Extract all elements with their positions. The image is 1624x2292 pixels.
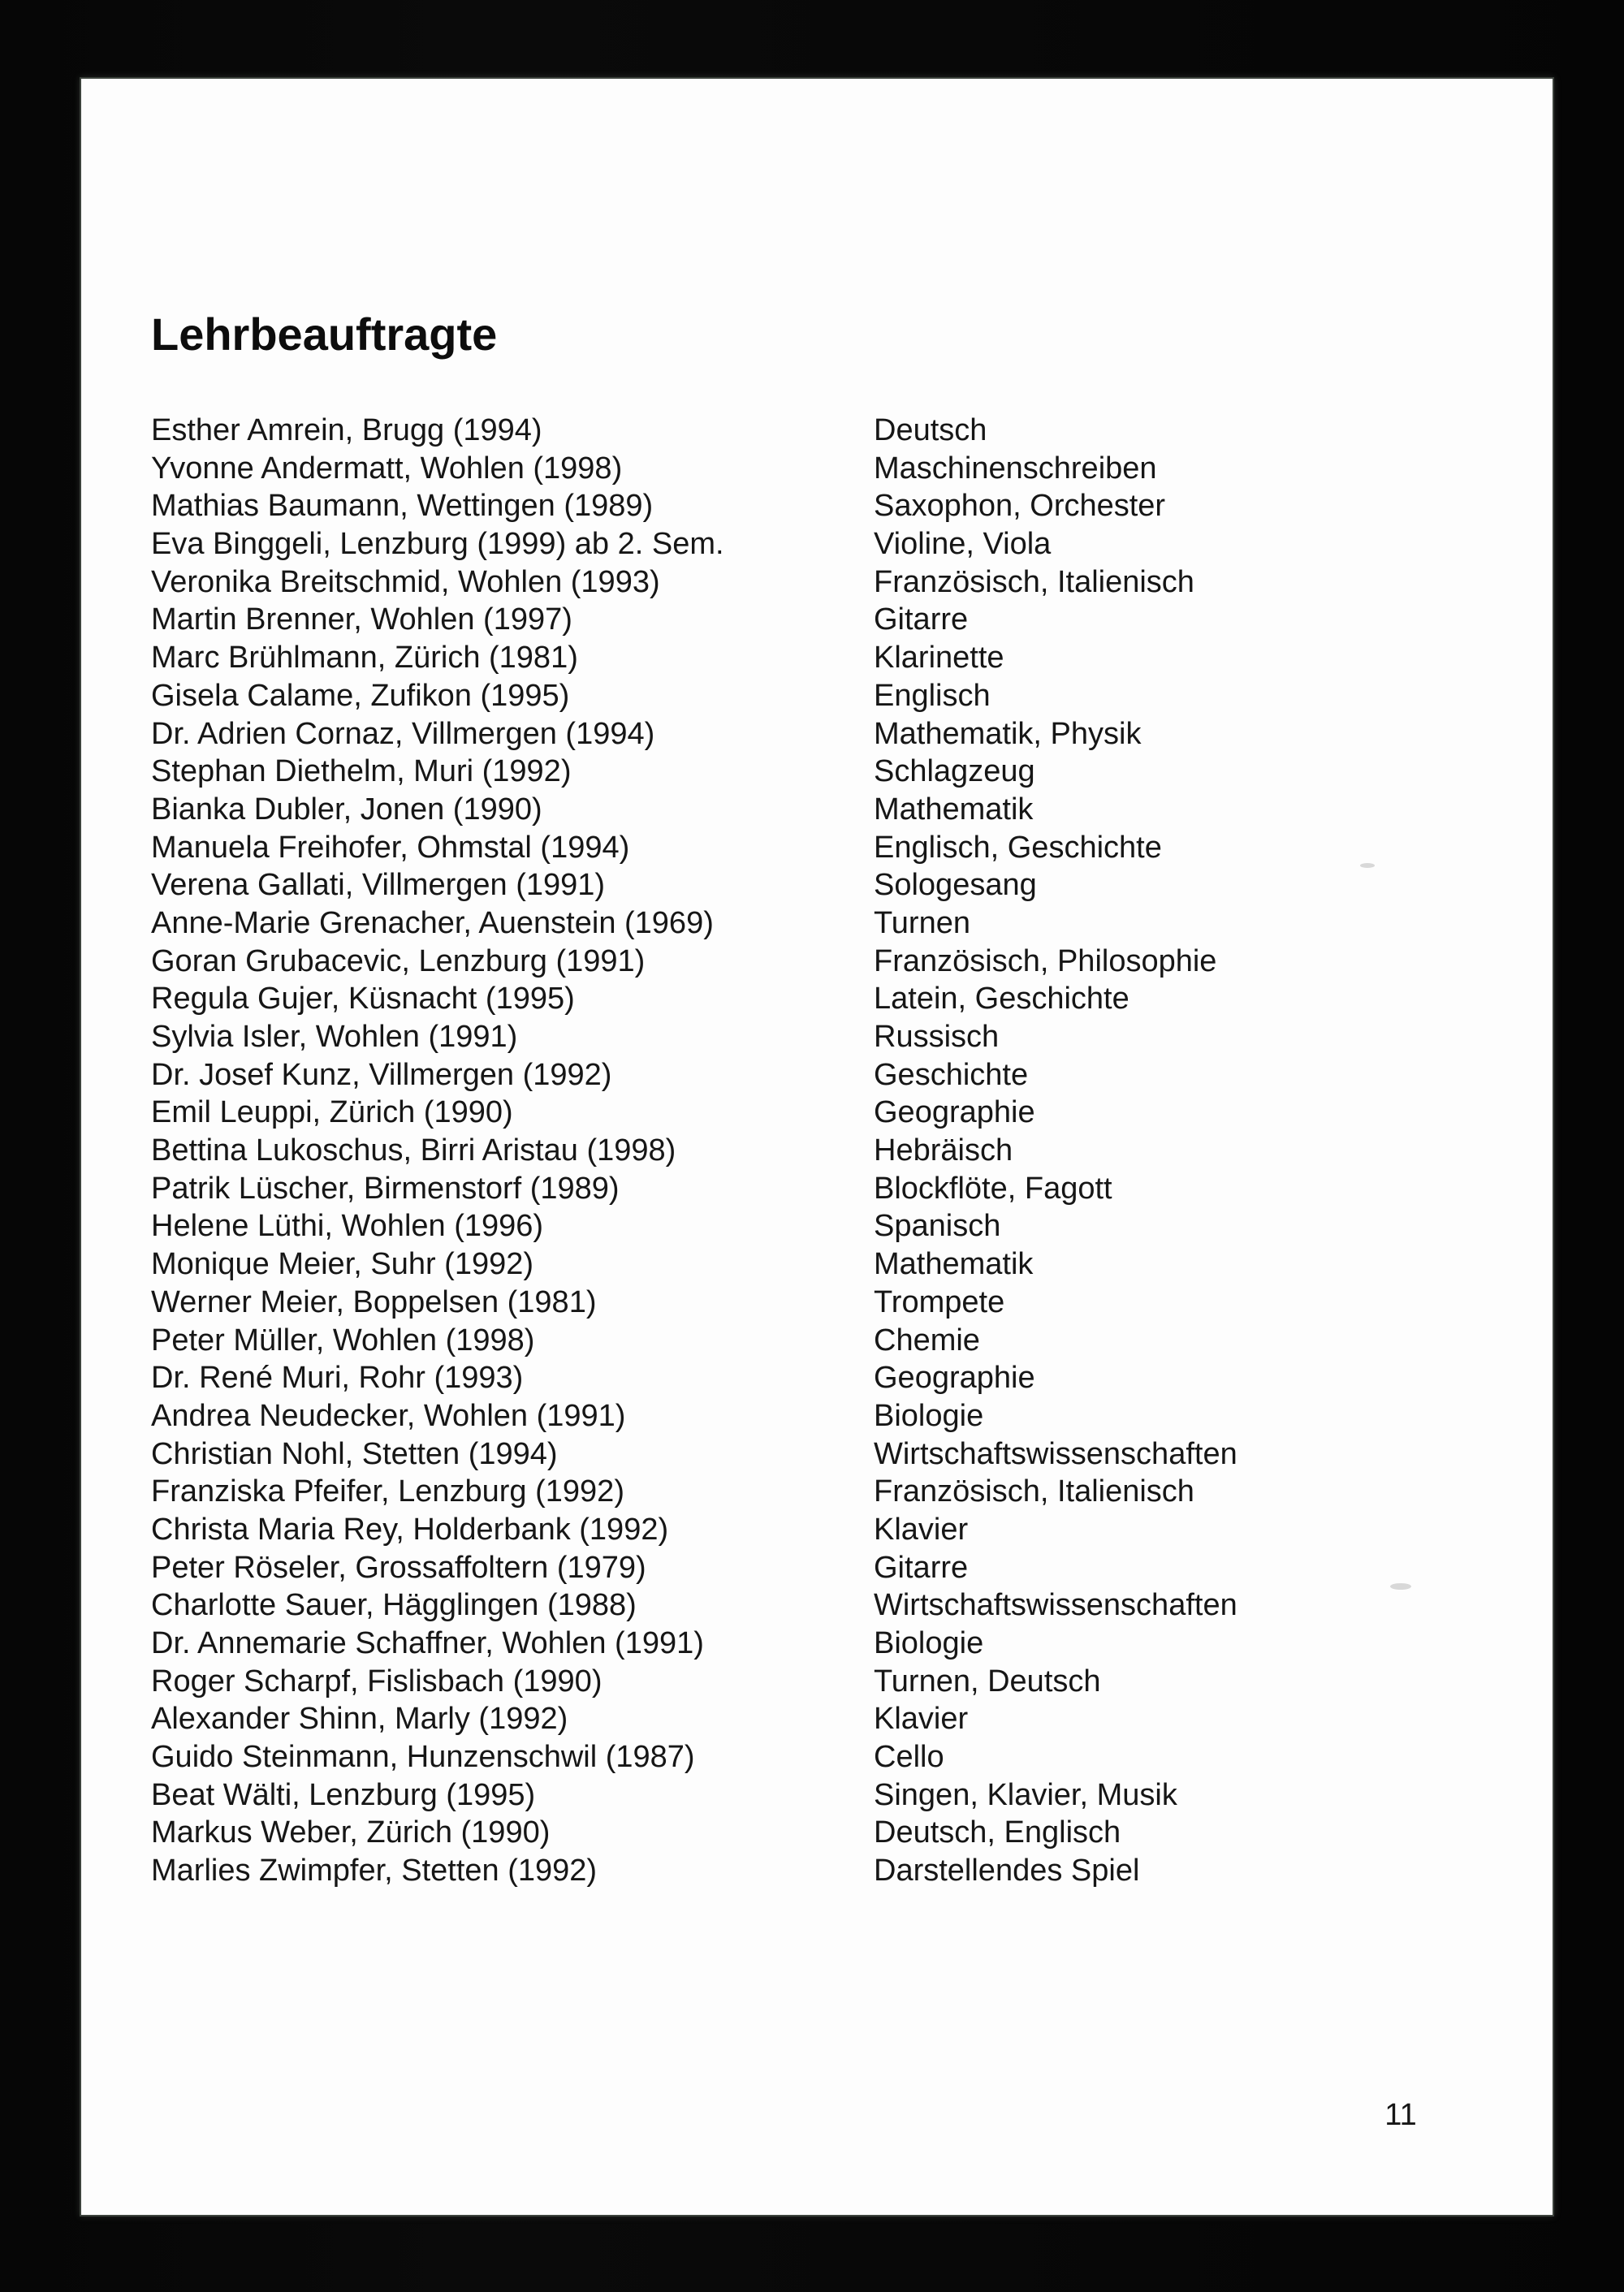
lecturer-row — [151, 944, 1483, 982]
lecturer-name: Veronika Breitschmid, Wohlen (1993) — [151, 564, 660, 599]
lecturer-row — [151, 1247, 1483, 1285]
lecturer-subjects: Chemie — [874, 1323, 980, 1358]
lecturer-name: Eva Binggeli, Lenzburg (1999) ab 2. Sem. — [151, 527, 724, 562]
lecturer-name: Emil Leuppi, Zürich (1990) — [151, 1095, 513, 1130]
lecturer-name: Werner Meier, Boppelsen (1981) — [151, 1284, 597, 1319]
lecturer-name: Esther Amrein, Brugg (1994) — [151, 413, 542, 447]
lecturer-row — [151, 1323, 1483, 1362]
lecturer-row — [151, 1664, 1483, 1703]
lecturer-row — [151, 1095, 1483, 1133]
lecturer-subjects: Singen, Klavier, Musik — [874, 1777, 1177, 1812]
lecturer-subjects: Französisch, Italienisch — [874, 1474, 1194, 1509]
lecturer-row — [151, 982, 1483, 1020]
lecturer-row — [151, 868, 1483, 906]
lecturer-subjects: Klavier — [874, 1512, 969, 1547]
lecturer-name: Bettina Lukoschus, Birri Aristau (1998) — [151, 1133, 676, 1168]
lecturer-row — [151, 792, 1483, 831]
lecturer-name: Peter Röseler, Grossaffoltern (1979) — [151, 1550, 646, 1585]
lecturer-subjects: Darstellendes Spiel — [874, 1854, 1140, 1888]
lecturer-name: Helene Lüthi, Wohlen (1996) — [151, 1209, 544, 1244]
lecturer-subjects: Turnen — [874, 905, 970, 940]
lecturer-subjects: Mathematik — [874, 792, 1034, 827]
lecturer-row — [151, 1437, 1483, 1475]
lecturer-subjects: Russisch — [874, 1020, 1000, 1054]
lecturer-row — [151, 1588, 1483, 1626]
lecturer-subjects: Wirtschaftswissenschaften — [874, 1588, 1237, 1623]
lecturer-row — [151, 489, 1483, 527]
lecturer-name: Monique Meier, Suhr (1992) — [151, 1247, 534, 1282]
scan-artifact — [1390, 1583, 1411, 1590]
lecturer-row — [151, 641, 1483, 679]
lecturer-subjects: Französisch, Philosophie — [874, 943, 1217, 978]
lecturer-row — [151, 1778, 1483, 1816]
page-number: 11 — [1384, 2098, 1417, 2132]
lecturer-row — [151, 1551, 1483, 1589]
lecturer-row — [151, 754, 1483, 792]
lecturer-name: Guido Steinmann, Hunzenschwil (1987) — [151, 1740, 695, 1775]
lecturer-name: Mathias Baumann, Wettingen (1989) — [151, 489, 654, 524]
lecturer-subjects: Turnen, Deutsch — [874, 1664, 1101, 1698]
lecturer-name: Peter Müller, Wohlen (1998) — [151, 1323, 535, 1358]
lecturer-row — [151, 717, 1483, 755]
lecturer-name: Verena Gallati, Villmergen (1991) — [151, 868, 606, 903]
lecturer-name: Stephan Diethelm, Muri (1992) — [151, 754, 572, 789]
lecturer-subjects: Trompete — [874, 1284, 1005, 1319]
lecturer-name: Roger Scharpf, Fislisbach (1990) — [151, 1664, 603, 1698]
lecturer-name: Alexander Shinn, Marly (1992) — [151, 1702, 568, 1737]
lecturer-name: Dr. Annemarie Schaffner, Wohlen (1991) — [151, 1626, 704, 1660]
lecturer-subjects: Hebräisch — [874, 1133, 1013, 1168]
lecturer-name: Anne-Marie Grenacher, Auenstein (1969) — [151, 905, 714, 940]
lecturer-name: Christa Maria Rey, Holderbank (1992) — [151, 1512, 669, 1547]
lecturer-subjects: Englisch — [874, 678, 991, 713]
lecturer-subjects: Blockflöte, Fagott — [874, 1171, 1112, 1206]
lecturer-name: Goran Grubacevic, Lenzburg (1991) — [151, 943, 646, 978]
lecturer-subjects: Mathematik — [874, 1247, 1034, 1282]
lecturer-subjects: Geschichte — [874, 1057, 1029, 1092]
lecturer-row — [151, 1474, 1483, 1513]
lecturer-subjects: Biologie — [874, 1626, 984, 1660]
lecturer-row — [151, 1209, 1483, 1247]
lecturer-subjects: Mathematik, Physik — [874, 716, 1142, 751]
lecturer-name: Franziska Pfeifer, Lenzburg (1992) — [151, 1474, 624, 1509]
lecturer-name: Bianka Dubler, Jonen (1990) — [151, 792, 542, 827]
lecturer-subjects: Deutsch — [874, 413, 987, 447]
lecturer-name: Martin Brenner, Wohlen (1997) — [151, 602, 572, 637]
lecturer-subjects: Klarinette — [874, 641, 1004, 676]
lecturer-name: Yvonne Andermatt, Wohlen (1998) — [151, 451, 623, 486]
lecturer-name: Sylvia Isler, Wohlen (1991) — [151, 1020, 518, 1054]
lecturer-row — [151, 1815, 1483, 1854]
lecturer-name: Dr. Adrien Cornaz, Villmergen (1994) — [151, 716, 655, 751]
lecturer-subjects: Saxophon, Orchester — [874, 489, 1166, 524]
lecturer-name: Christian Nohl, Stetten (1994) — [151, 1436, 558, 1471]
lecturer-row — [151, 1854, 1483, 1892]
lecturer-name: Charlotte Sauer, Hägglingen (1988) — [151, 1588, 637, 1623]
lecturer-subjects: Gitarre — [874, 1550, 969, 1585]
lecturer-row — [151, 602, 1483, 641]
lecturer-subjects: Sologesang — [874, 868, 1037, 903]
lecturer-name: Marc Brühlmann, Zürich (1981) — [151, 641, 578, 676]
lecturer-name: Gisela Calame, Zufikon (1995) — [151, 678, 570, 713]
lecturer-name: Dr. René Muri, Rohr (1993) — [151, 1361, 524, 1396]
lecturer-subjects: Gitarre — [874, 602, 969, 637]
lecturer-subjects: Geographie — [874, 1361, 1035, 1396]
lecturer-row — [151, 1702, 1483, 1740]
lecturer-name: Markus Weber, Zürich (1990) — [151, 1815, 551, 1850]
lecturer-subjects: Französisch, Italienisch — [874, 564, 1194, 599]
lecturer-row — [151, 451, 1483, 490]
lecturer-row — [151, 527, 1483, 565]
document-page — [81, 79, 1553, 2215]
lecturer-row — [151, 906, 1483, 944]
lecturer-subjects: Klavier — [874, 1702, 969, 1737]
lecturer-row — [151, 831, 1483, 869]
page-title: Lehrbeauftragte — [151, 309, 498, 360]
scan-artifact — [1360, 863, 1375, 868]
lecturer-row — [151, 565, 1483, 603]
lecturer-name: Beat Wälti, Lenzburg (1995) — [151, 1777, 536, 1812]
lecturer-subjects: Schlagzeug — [874, 754, 1035, 789]
lecturer-subjects: Englisch, Geschichte — [874, 830, 1162, 865]
lecturer-subjects: Maschinenschreiben — [874, 451, 1157, 486]
lecturer-subjects: Spanisch — [874, 1209, 1001, 1244]
lecturer-subjects: Geographie — [874, 1095, 1035, 1130]
lecturer-row — [151, 1361, 1483, 1399]
lecturer-row — [151, 1133, 1483, 1172]
lecturer-row — [151, 1399, 1483, 1437]
lecturer-row — [151, 1172, 1483, 1210]
lecturer-row — [151, 1513, 1483, 1551]
lecturer-row — [151, 679, 1483, 717]
lecturer-subjects: Latein, Geschichte — [874, 982, 1129, 1017]
lecturer-subjects: Wirtschaftswissenschaften — [874, 1436, 1237, 1471]
lecturer-subjects: Cello — [874, 1740, 944, 1775]
lecturer-row — [151, 1020, 1483, 1058]
lecturer-subjects: Violine, Viola — [874, 527, 1052, 562]
lecturer-name: Regula Gujer, Küsnacht (1995) — [151, 982, 575, 1017]
lecturer-name: Andrea Neudecker, Wohlen (1991) — [151, 1398, 626, 1433]
lecturer-list — [151, 413, 1483, 1892]
lecturer-name: Manuela Freihofer, Ohmstal (1994) — [151, 830, 630, 865]
lecturer-subjects: Biologie — [874, 1398, 984, 1433]
lecturer-row — [151, 1740, 1483, 1778]
lecturer-row — [151, 1626, 1483, 1664]
lecturer-name: Marlies Zwimpfer, Stetten (1992) — [151, 1854, 598, 1888]
lecturer-name: Patrik Lüscher, Birmenstorf (1989) — [151, 1171, 620, 1206]
lecturer-subjects: Deutsch, Englisch — [874, 1815, 1121, 1850]
lecturer-row — [151, 413, 1483, 451]
lecturer-row — [151, 1058, 1483, 1096]
lecturer-name: Dr. Josef Kunz, Villmergen (1992) — [151, 1057, 612, 1092]
lecturer-row — [151, 1285, 1483, 1323]
